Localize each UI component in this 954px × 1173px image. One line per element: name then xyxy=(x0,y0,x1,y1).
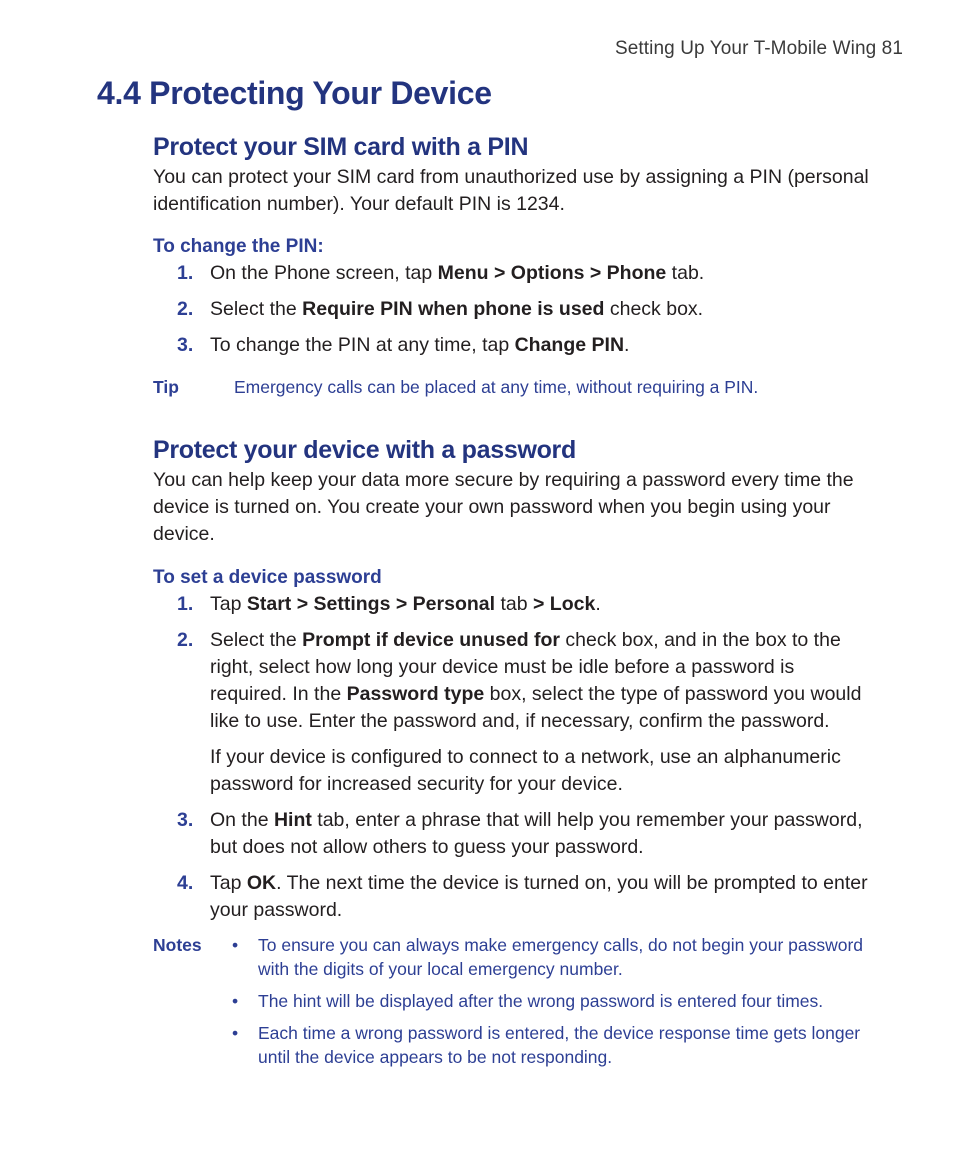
sim-intro: You can protect your SIM card from unauthorized use by assigning a PIN (personal identification number). Your default PIN is 1234. xyxy=(153,166,869,215)
step-bold-text: Change PIN xyxy=(514,334,625,356)
sim-section-title: Protect your SIM card with a PIN xyxy=(153,133,529,161)
step-text: Select the xyxy=(210,629,303,651)
step-text: Tap xyxy=(210,872,247,894)
step-bold-text: Hint xyxy=(273,809,312,831)
list-item xyxy=(153,627,873,798)
step-text: box, select the type of password you would like to use. Enter the password and, if necessary, confirm the password. xyxy=(210,683,862,732)
step-bold-text: Prompt if device unused for xyxy=(302,629,561,651)
list-item xyxy=(232,1021,873,1069)
step-text: On the xyxy=(210,809,274,831)
step-text: tab, enter a phrase that will help you remember your password, but does not allow others to guess your password. xyxy=(210,809,863,858)
list-item xyxy=(232,933,873,981)
step-text: Tap xyxy=(210,593,247,615)
step-text: To change the PIN at any time, tap xyxy=(210,334,515,356)
list-item xyxy=(153,332,873,359)
list-item xyxy=(153,807,873,861)
note-text: Each time a wrong password is entered, the device response time gets longer until the device appears to be not responding. xyxy=(258,1023,861,1067)
step-number: 1. xyxy=(177,593,194,615)
step-number: 3. xyxy=(177,334,194,356)
step-bold-text: Require PIN when phone is used xyxy=(302,298,605,320)
bullet-icon: • xyxy=(232,935,239,955)
step-text: check box, and in the box to the right, select how long your device must be idle before a password is required. In the xyxy=(210,629,841,705)
step-text: check box. xyxy=(604,298,704,320)
step-bold-text: Password type xyxy=(346,683,485,705)
password-intro: You can help keep your data more secure by requiring a password every time the device is turned on. You create your own password when you begin using your device. xyxy=(153,469,854,545)
step-bold-text: OK xyxy=(246,872,277,894)
notes-list xyxy=(153,933,873,1069)
password-section-title: Protect your device with a password xyxy=(153,436,576,464)
page-content xyxy=(153,130,873,1077)
list-item xyxy=(153,296,873,323)
step-number: 2. xyxy=(177,298,194,320)
bullet-icon: • xyxy=(232,991,239,1011)
step-number: 3. xyxy=(177,809,194,831)
note-text: To ensure you can always make emergency calls, do not begin your password with the digits of your local emergency number. xyxy=(258,935,864,979)
step-text: Select the xyxy=(210,298,303,320)
tip-box xyxy=(153,375,873,399)
tip-text: Emergency calls can be placed at any time, without requiring a PIN. xyxy=(234,377,759,397)
step-bold-text: Start > Settings > Personal xyxy=(246,593,496,615)
step-number: 4. xyxy=(177,872,194,894)
step-text: On the Phone screen, tap xyxy=(210,262,438,284)
bullet-icon: • xyxy=(232,1023,239,1043)
set-password-steps xyxy=(153,591,873,924)
notes-label: Notes xyxy=(153,935,202,955)
step-text: . xyxy=(595,593,601,615)
notes-box xyxy=(153,933,873,1069)
list-item xyxy=(153,870,873,924)
set-password-procedure-title: To set a device password xyxy=(153,567,382,588)
step-number: 1. xyxy=(177,262,194,284)
running-header: Setting Up Your T-Mobile Wing 81 xyxy=(614,38,903,59)
list-item xyxy=(153,260,873,287)
list-item xyxy=(232,989,873,1013)
tip-label: Tip xyxy=(153,377,179,397)
change-pin-steps xyxy=(153,260,873,359)
change-pin-procedure-title: To change the PIN: xyxy=(153,236,324,257)
note-text: The hint will be displayed after the wrong password is entered four times. xyxy=(258,991,824,1011)
step-text: . The next time the device is turned on, you will be prompted to enter your password. xyxy=(210,872,868,921)
list-item xyxy=(153,591,873,618)
step-text: tab. xyxy=(666,262,705,284)
chapter-title: 4.4 Protecting Your Device xyxy=(97,75,492,111)
step-subparagraph: If your device is configured to connect to a network, use an alphanumeric password for increased security for your device. xyxy=(210,746,841,795)
step-number: 2. xyxy=(177,629,194,651)
step-text: . xyxy=(624,334,630,356)
step-text: tab xyxy=(495,593,533,615)
step-bold-text: > Lock xyxy=(532,593,596,615)
step-bold-text: Menu > Options > Phone xyxy=(437,262,667,284)
